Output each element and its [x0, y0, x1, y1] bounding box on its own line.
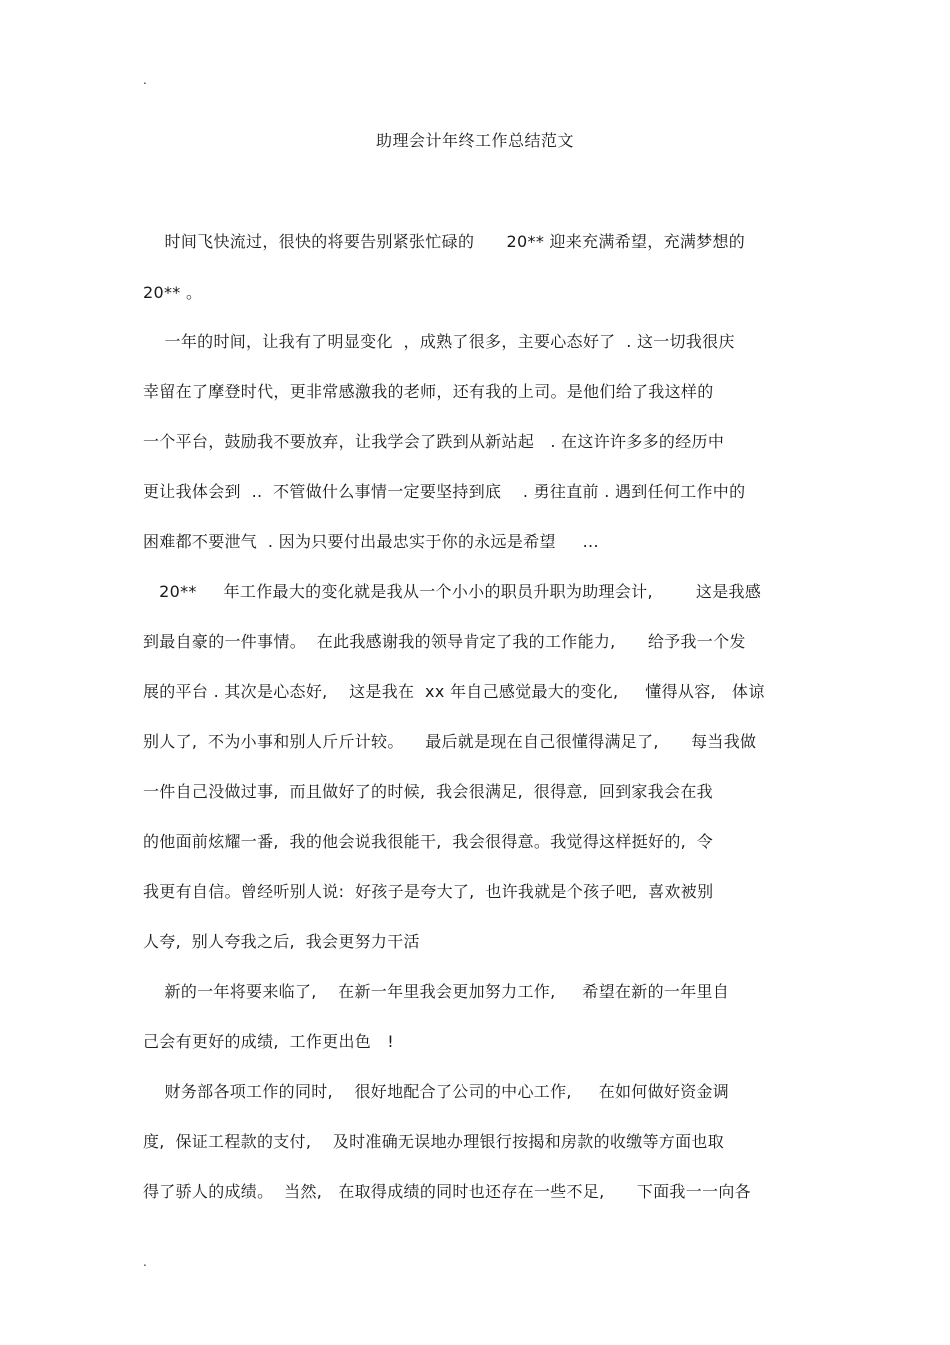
body-line: 我更有自信。曾经听别人说: 好孩子是夸大了, 也许我就是个孩子吧, 喜欢被别 [143, 882, 714, 901]
page-bottom-mark: . [143, 1255, 147, 1269]
body-line: 度, 保证工程款的支付, 及时准确无误地办理银行按揭和房款的收缴等方面也取 [143, 1132, 724, 1151]
body-line: 一年的时间，让我有了明显变化 ，成熟了很多，主要心态好了 . 这一切我很庆 [143, 332, 735, 351]
body-line: 新的一年将要来临了, 在新一年里我会更加努力工作, 希望在新的一年里自 [143, 982, 730, 1001]
body-line: 幸留在了摩登时代，更非常感激我的老师，还有我的上司。是他们给了我这样的 [143, 382, 714, 401]
body-line: 展的平台 . 其次是心态好, 这是我在 xx 年自己感觉最大的变化, 懂得从容, 体谅 [143, 682, 765, 701]
document-title: 助理会计年终工作总结范文 [375, 131, 574, 150]
body-line: 到最自豪的一件事情。 在此我感谢我的领导肯定了我的工作能力, 给予我一个发 [143, 632, 746, 651]
body-line: 20** 年工作最大的变化就是我从一个小小的职员升职为助理会计, 这是我感 [143, 582, 762, 601]
body-line: 一件自己没做过事, 而且做好了的时候, 我会很满足, 很得意, 回到家我会在我 [143, 782, 713, 801]
body-line: 人夸, 别人夸我之后, 我会更努力干活 [143, 932, 420, 951]
body-line: 别人了, 不为小事和别人斤斤计较。 最后就是现在自己很懂得满足了, 每当我做 [143, 732, 757, 751]
body-line: 的他面前炫耀一番, 我的他会说我很能干, 我会很得意。我觉得这样挺好的, 令 [143, 832, 714, 851]
body-line: 困难都不要泄气 . 因为只要付出最忠实于你的永远是希望 ... [143, 532, 599, 551]
body-line: 一个平台，鼓励我不要放弃，让我学会了跌到从新站起 . 在这许许多多的经历中 [143, 432, 725, 451]
body-line: 20** 。 [143, 283, 203, 302]
body-line: 己会有更好的成绩, 工作更出色 ! [143, 1032, 394, 1051]
body-line: 更让我体会到 .. 不管做什么事情一定要坚持到底 . 勇往直前 . 遇到任何工作中的 [143, 482, 746, 501]
body-line: 得了骄人的成绩。 当然, 在取得成绩的同时也还存在一些不足, 下面我一一向各 [143, 1182, 751, 1201]
body-line: 财务部各项工作的同时, 很好地配合了公司的中心工作, 在如何做好资金调 [143, 1082, 730, 1101]
body-line: 时间飞快流过，很快的将要告别紧张忙碌的 20** 迎来充满希望，充满梦想的 [143, 232, 746, 251]
page-top-mark: . [143, 73, 147, 87]
